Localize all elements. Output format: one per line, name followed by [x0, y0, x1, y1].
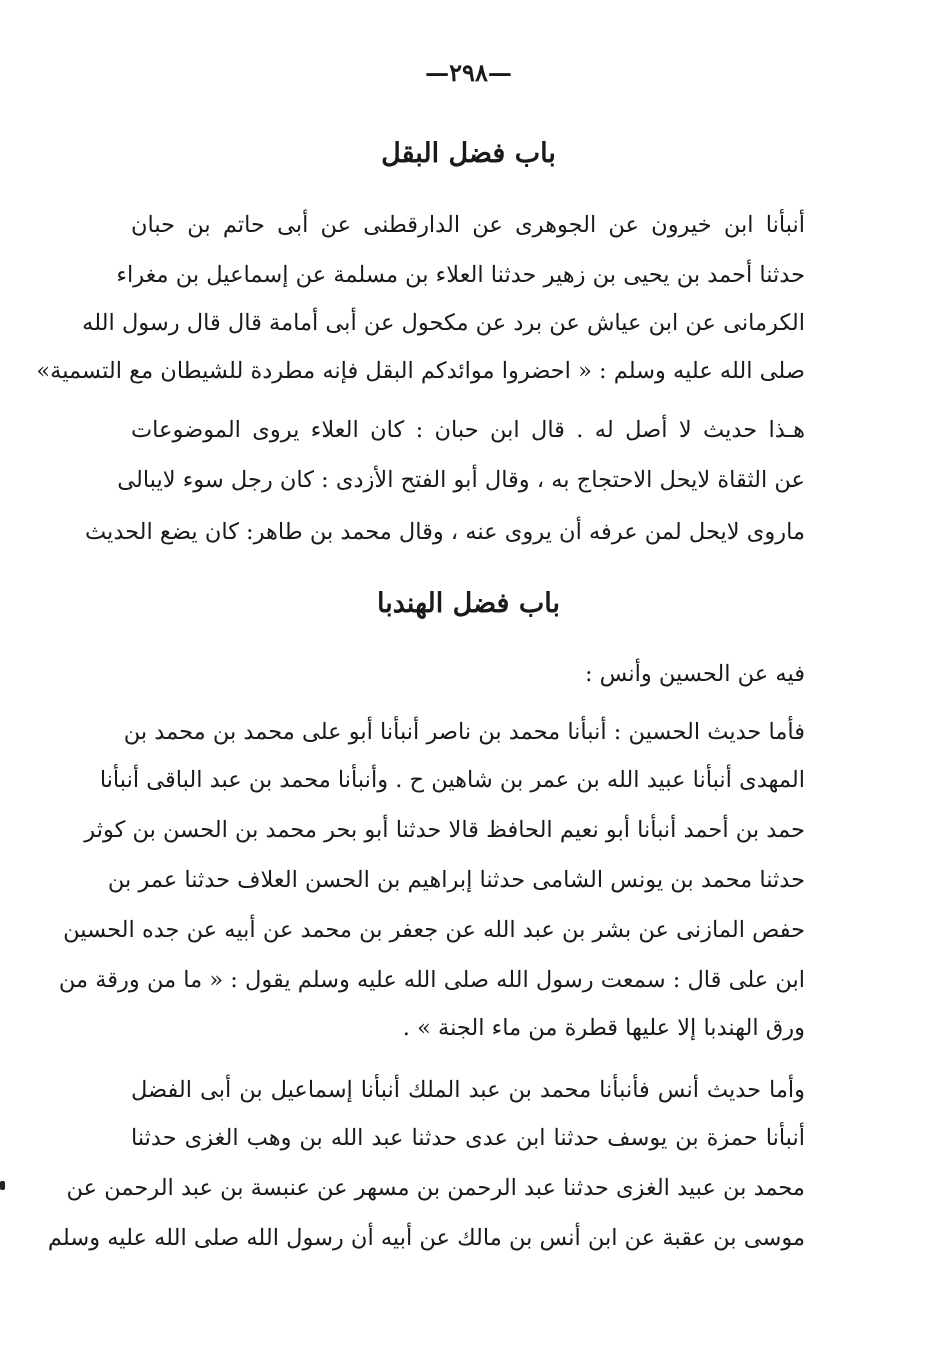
text-line: وأما حديث أنس فأنبأنا محمد بن عبد الملك أنبأنا إسماعيل بن أبى الفضل — [131, 1077, 805, 1103]
text-line: ورق الهندبا إلا عليها قطرة من ماء الجنة » . — [402, 1015, 805, 1041]
page-number: —٢٩٨— — [425, 58, 512, 87]
text-line: عن الثقاة لايحل الاحتجاج به ، وقال أبو الفتح الأزدى : كان رجل سوء لايبالى — [117, 467, 805, 493]
section-heading-hindaba: باب فضل الهندبا — [377, 588, 560, 619]
text-line: محمد بن عبيد الغزى حدثنا عبد الرحمن بن مسهر عن عنبسة بن عبد الرحمن عن — [66, 1175, 805, 1201]
text-line: فأما حديث الحسين : أنبأنا محمد بن ناصر أنبأنا أبو على محمد بن محمد بن — [123, 719, 805, 745]
text-line: موسى بن عقبة عن ابن أنس بن مالك عن أبيه أن رسول الله صلى الله عليه وسلم — [47, 1225, 805, 1251]
text-line: ابن على قال : سمعت رسول الله صلى الله عليه وسلم يقول : « ما من ورقة من — [58, 967, 805, 993]
text-line: حدثنا أحمد بن يحيى بن زهير حدثنا العلاء بن مسلمة عن إسماعيل بن مغراء — [116, 262, 805, 288]
text-line: حمد بن أحمد أنبأنا أبو نعيم الحافظ قالا حدثنا أبو بحر محمد بن الحسن بن كوثر — [84, 817, 805, 843]
text-line: أنبأنا حمزة بن يوسف حدثنا ابن عدى حدثنا عبد الله بن وهب الغزى حدثنا — [131, 1125, 805, 1151]
section-heading-baqal: باب فضل البقل — [381, 138, 556, 169]
text-line: حدثنا محمد بن يونس الشامى حدثنا إبراهيم بن الحسن العلاف حدثنا عمر بن — [107, 867, 805, 893]
text-line: ماروى لايحل لمن عرفه أن يروى عنه ، وقال محمد بن طاهر: كان يضع الحديث — [84, 519, 805, 545]
text-line: أنبأنا ابن خيرون عن الجوهرى عن الدارقطنى عن أبى حاتم بن حبان — [131, 212, 805, 238]
intro-line: فيه عن الحسين وأنس : — [584, 661, 805, 687]
text-line: المهدى أنبأنا عبيد الله بن عمر بن شاهين ح . وأنبأنا محمد بن عبد الباقى أنبأنا — [99, 767, 805, 793]
text-line: صلى الله عليه وسلم : « احضروا موائدكم البقل فإنه مطردة للشيطان مع التسمية» — [36, 358, 805, 384]
text-line: حفص المازنى عن بشر بن عبد الله عن جعفر بن محمد عن أبيه عن جده الحسين — [63, 917, 805, 943]
margin-mark — [0, 1181, 5, 1190]
text-line: الكرمانى عن ابن عياش عن برد عن مكحول عن أبى أمامة قال قال رسول الله — [82, 310, 805, 336]
text-line: هـذا حديث لا أصل له . قال ابن حبان : كان العلاء يروى الموضوعات — [131, 417, 805, 443]
